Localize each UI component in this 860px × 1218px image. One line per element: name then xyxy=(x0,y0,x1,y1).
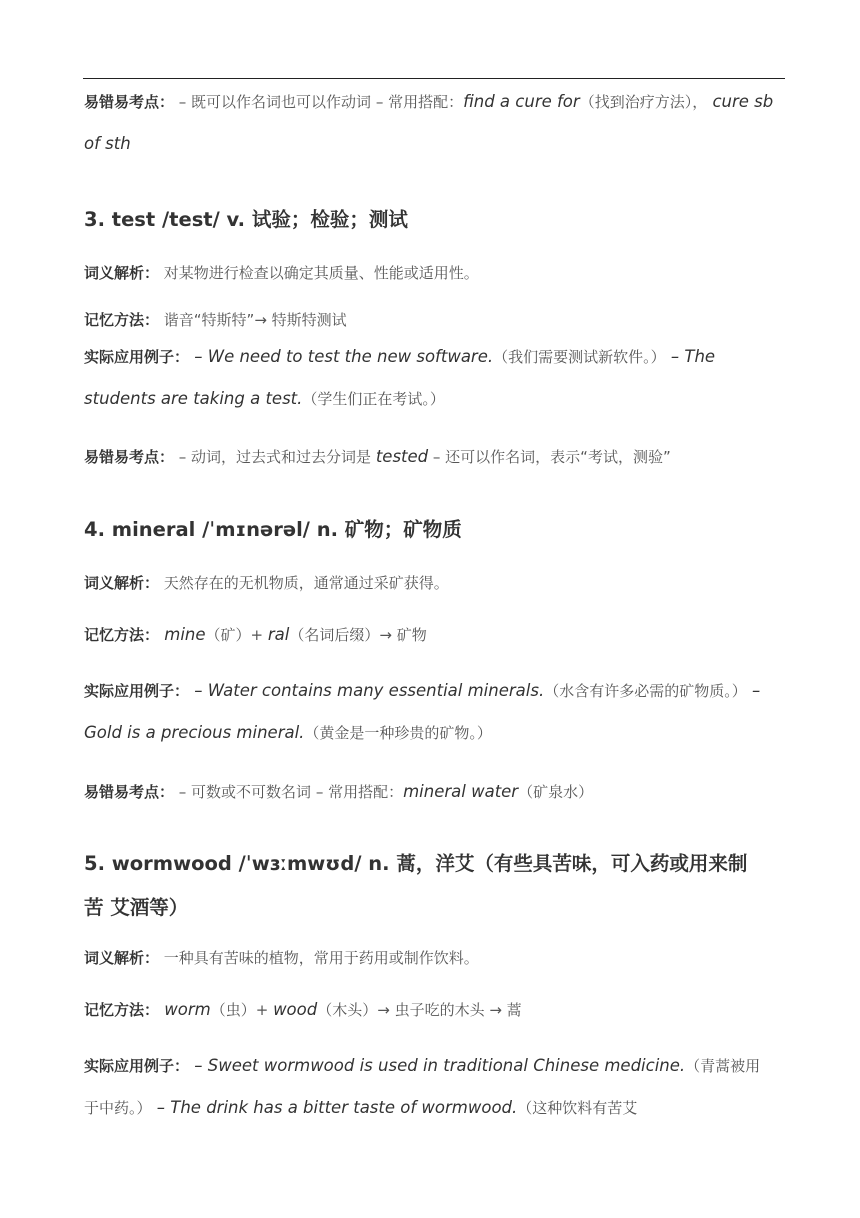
memory-zh-1: （虫）+ xyxy=(210,1001,274,1019)
memory-en-2: wood xyxy=(273,1000,318,1019)
meaning-label: 词义解析： xyxy=(84,264,160,282)
example-2-zh: （学生们正在考试。） xyxy=(302,390,445,408)
pitfalls-text-b: – 还可以作名词，表示“考试，测验” xyxy=(428,448,671,466)
example-label: 实际应用例子： xyxy=(84,1057,190,1075)
meaning-text: 天然存在的无机物质，通常通过采矿获得。 xyxy=(159,574,449,592)
memory-zh-2: （名词后缀）→ 矿物 xyxy=(289,626,427,644)
example-2-en: – The drink has a bitter taste of wormwood. xyxy=(151,1098,518,1117)
pitfalls-text-b: （矿泉水） xyxy=(518,783,594,801)
cure-pitfalls xyxy=(84,81,778,164)
pitfalls-label: 易错易考点： xyxy=(84,783,175,801)
heading-line-2: 苦 艾酒等） xyxy=(84,896,189,919)
memory-text: 谐音“特斯特”→ 特斯特测试 xyxy=(159,311,347,329)
meaning-text: 对某物进行检查以确定其质量、性能或适用性。 xyxy=(159,264,479,282)
example-2-zh: （这种饮料有苦艾 xyxy=(517,1099,638,1117)
entry-test-pitfalls xyxy=(84,436,778,478)
pitfalls-label: 易错易考点： xyxy=(84,93,175,111)
example-1-en: – We need to test the new software. xyxy=(189,347,494,366)
example-2-zh: （黄金是一种珍贵的矿物。） xyxy=(304,724,492,742)
pitfalls-en: tested xyxy=(375,447,429,466)
entry-test-examples xyxy=(84,336,778,420)
header-rule xyxy=(83,78,785,79)
pitfalls-label: 易错易考点： xyxy=(84,448,175,466)
pitfalls-translation: （找到治疗方法）， xyxy=(579,93,708,111)
memory-en-1: worm xyxy=(159,1000,211,1019)
entry-mineral-memory xyxy=(84,614,778,656)
memory-en-2: ral xyxy=(267,625,290,644)
example-2-en: – The students are taking a test. xyxy=(84,347,716,408)
memory-zh-2: （木头）→ 虫子吃的木头 → 蒿 xyxy=(317,1001,522,1019)
entry-test-memory xyxy=(84,304,778,336)
example-label: 实际应用例子： xyxy=(84,348,190,366)
meaning-label: 词义解析： xyxy=(84,574,160,592)
entry-heading-wormwood xyxy=(84,842,778,930)
entry-wormwood-memory xyxy=(84,989,778,1031)
entry-heading-test: 3. test /test/ v. 试验；检验；测试 xyxy=(84,208,408,231)
example-1-zh: （水含有许多必需的矿物质。） xyxy=(544,682,747,700)
meaning-text: 一种具有苦味的植物，常用于药用或制作饮料。 xyxy=(159,949,479,967)
memory-zh-1: （矿）+ xyxy=(205,626,268,644)
example-label: 实际应用例子： xyxy=(84,682,190,700)
memory-label: 记忆方法： xyxy=(84,311,160,329)
example-1-en: – Sweet wormwood is used in traditional Chinese medicine. xyxy=(189,1056,686,1075)
example-1-zh: （我们需要测试新软件。） xyxy=(493,348,666,366)
entry-mineral-meaning xyxy=(84,562,778,604)
memory-label: 记忆方法： xyxy=(84,626,160,644)
pitfalls-collocation: find a cure for xyxy=(463,92,580,111)
entry-wormwood-examples xyxy=(84,1045,778,1129)
entry-mineral-pitfalls xyxy=(84,771,778,813)
entry-mineral-examples xyxy=(84,670,778,754)
pitfalls-text: – 既可以作名词也可以作动词 – 常用搭配： xyxy=(174,93,464,111)
entry-wormwood-meaning xyxy=(84,937,778,979)
example-1-en: – Water contains many essential minerals. xyxy=(189,681,545,700)
example-2-en: – Gold is a precious mineral. xyxy=(84,681,761,742)
pitfalls-text-a: – 可数或不可数名词 – 常用搭配： xyxy=(174,783,404,801)
meaning-label: 词义解析： xyxy=(84,949,160,967)
memory-en-1: mine xyxy=(159,625,206,644)
entry-heading-mineral: 4. mineral /ˈmɪnərəl/ n. 矿物；矿物质 xyxy=(84,518,462,541)
entry-test-meaning xyxy=(84,252,778,294)
example-1-zh: （青蒿被用 于中药。） xyxy=(84,1057,761,1117)
pitfalls-collocation-2: cure sb of sth xyxy=(84,92,774,153)
heading-line-1: 5. wormwood /ˈwɜːmwʊd/ n. 蒿，洋艾（有些具苦味，可入药或用来制 xyxy=(84,852,748,875)
pitfalls-text-a: – 动词，过去式和过去分词是 xyxy=(174,448,376,466)
memory-label: 记忆方法： xyxy=(84,1001,160,1019)
pitfalls-en: mineral water xyxy=(403,782,519,801)
